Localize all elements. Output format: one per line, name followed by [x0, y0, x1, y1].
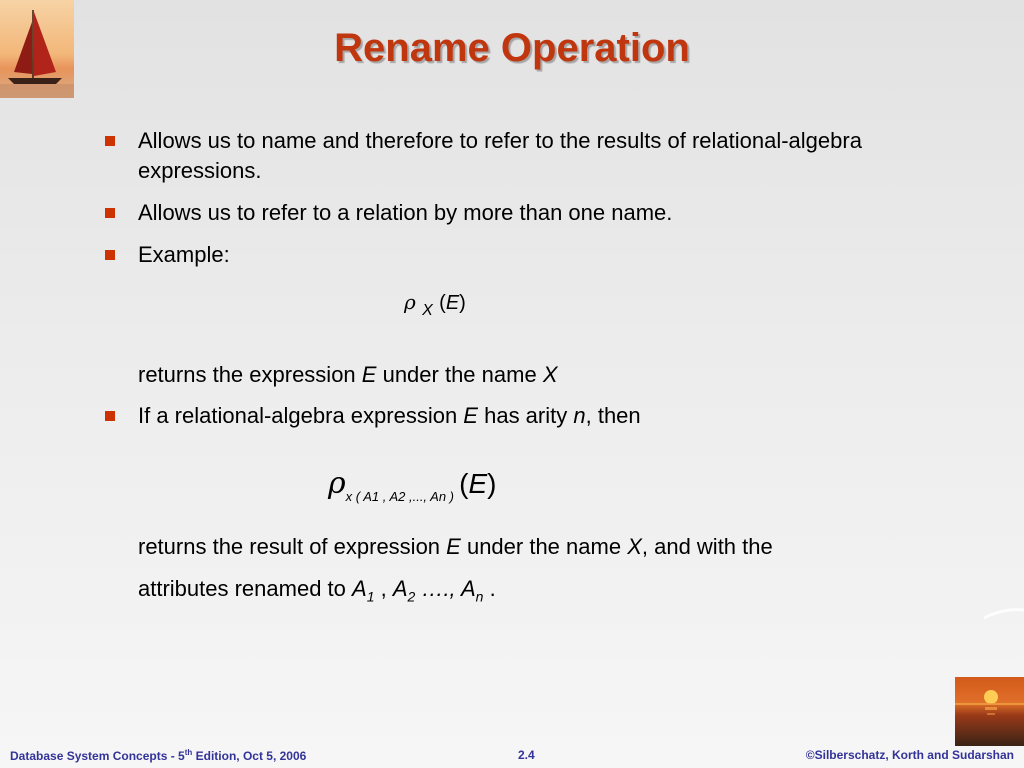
- formula-arg: E: [468, 468, 488, 499]
- bullet-item: [100, 198, 920, 228]
- decorative-swish: [984, 604, 1024, 624]
- returns2-suffix: , and with the: [641, 534, 773, 559]
- bullet-item: [100, 240, 920, 270]
- returns-text-2: [100, 526, 773, 617]
- attr-sub-1: 1: [366, 588, 375, 605]
- returns2-middle: under the name: [460, 534, 628, 559]
- returns1-E: E: [361, 362, 377, 387]
- returns2-prefix: returns the result of expression: [138, 534, 447, 559]
- returns1-prefix: returns the expression: [138, 362, 362, 387]
- footer-page-number: 2.4: [518, 748, 535, 762]
- footer-copyright: ©Silberschatz, Korth and Sudarshan: [805, 748, 1014, 762]
- bullet4-middle: has arity: [477, 403, 574, 428]
- returns2-X: X: [627, 534, 642, 559]
- attr-ellipsis: ….,: [415, 576, 461, 601]
- attr-sub-2: 2: [407, 588, 416, 605]
- returns1-X: X: [542, 362, 558, 387]
- returns-text-1: [100, 360, 558, 390]
- formula-close-paren: ): [459, 292, 466, 314]
- bullet-square-icon: [105, 136, 115, 146]
- formula-subscript: x ( A1 , A2 ,..., An ): [345, 489, 455, 504]
- returns2-E: E: [446, 534, 461, 559]
- attr-end: .: [483, 576, 496, 601]
- bullet4-prefix: If a relational-algebra expression: [138, 403, 464, 428]
- formula-subscript: X: [422, 302, 433, 319]
- bullet-text: Allows us to refer to a relation by more than one name.: [138, 200, 673, 225]
- rho-symbol: ρ: [404, 290, 416, 314]
- rho-symbol: ρ: [328, 466, 346, 501]
- attr-sub-n: n: [475, 588, 484, 605]
- formula-open-paren: (: [439, 292, 446, 314]
- footer-left-post: Edition, Oct 5, 2006: [192, 749, 307, 763]
- formula-arg: E: [445, 292, 460, 314]
- bullet-square-icon: [105, 411, 115, 421]
- footer-left-pre: Database System Concepts - 5: [10, 749, 185, 763]
- bullet-text: Allows us to name and therefore to refer to the results of relational-algebra expressions.: [138, 128, 862, 183]
- bullet4-E: E: [463, 403, 478, 428]
- attr-A1: A: [352, 576, 367, 601]
- attr-An: A: [460, 576, 476, 601]
- bullet4-suffix: , then: [585, 403, 641, 428]
- formula-open-paren: (: [459, 468, 469, 499]
- returns2-line2-prefix: attributes renamed to: [138, 576, 353, 601]
- bullet4-n: n: [573, 403, 586, 428]
- attr-A2: A: [392, 576, 408, 601]
- footer-book-title: [10, 748, 306, 763]
- bullet-item: [100, 401, 958, 431]
- sunset-logo: [955, 677, 1024, 746]
- attr-sep: ,: [374, 576, 393, 601]
- footer-left-sup: th: [184, 748, 193, 757]
- slide-title: Rename Operation: [334, 26, 690, 70]
- slide-footer: [0, 746, 1024, 768]
- rename-formula-attributes: [328, 466, 496, 504]
- bullet-square-icon: [105, 208, 115, 218]
- rename-formula-simple: [404, 290, 466, 320]
- formula-close-paren: ): [487, 468, 497, 499]
- bullet-item: [100, 126, 920, 186]
- returns1-middle: under the name: [376, 362, 543, 387]
- bullet-square-icon: [105, 250, 115, 260]
- bullet-text: Example:: [138, 242, 230, 267]
- slide-content: [100, 126, 920, 282]
